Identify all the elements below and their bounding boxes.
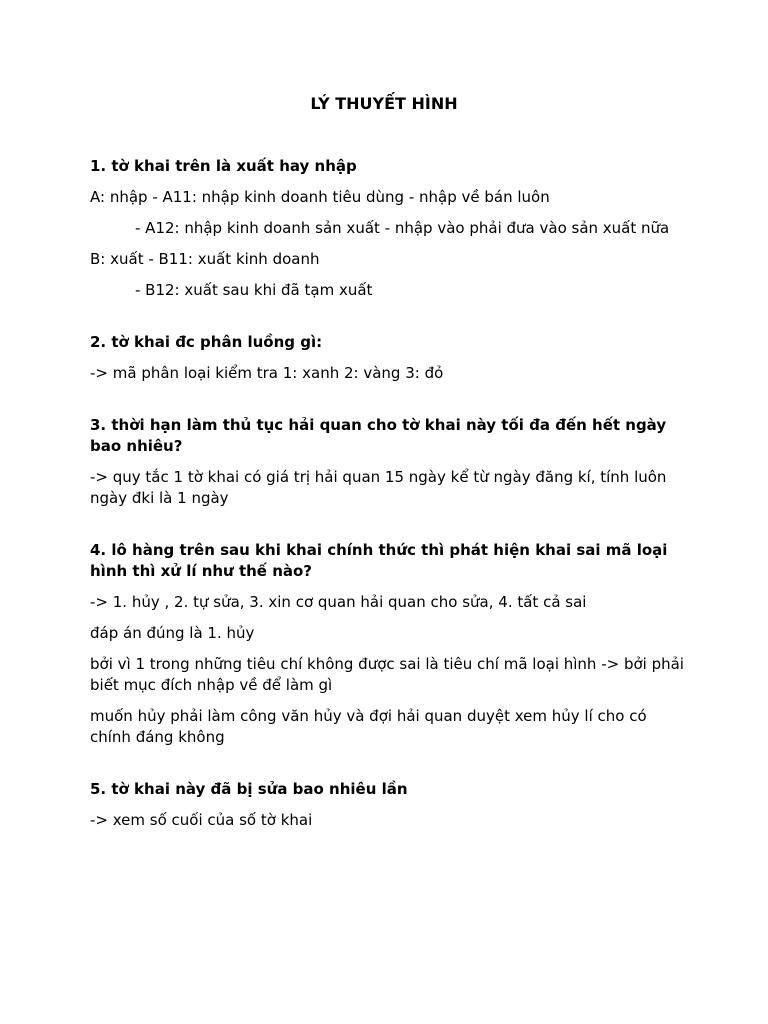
answer-4-line-4: muốn hủy phải làm công văn hủy và đợi hải quan duyệt xem hủy lí cho có chính đáng không — [90, 707, 647, 746]
question-5: 5. tờ khai này đã bị sửa bao nhiêu lần — [90, 780, 408, 798]
question-1: 1. tờ khai trên là xuất hay nhập — [90, 157, 357, 175]
answer-4-line-3: bởi vì 1 trong những tiêu chí không được sai là tiêu chí mã loại hình -> bởi phải biết mục đích nhập về để làm gì — [90, 655, 684, 694]
answer-1-line-1: A: nhập - A11: nhập kinh doanh tiêu dùng - nhập về bán luôn — [90, 188, 550, 206]
document-body — [90, 156, 690, 841]
answer-1-line-4: - B12: xuất sau khi đã tạm xuất — [135, 281, 373, 299]
question-3: 3. thời hạn làm thủ tục hải quan cho tờ khai này tối đa đến hết ngày bao nhiêu? — [90, 416, 667, 455]
answer-4-line-1: -> 1. hủy , 2. tự sửa, 3. xin cơ quan hải quan cho sửa, 4. tất cả sai — [90, 593, 587, 611]
answer-2-line-1: -> mã phân loại kiểm tra 1: xanh 2: vàng 3: đỏ — [90, 364, 444, 382]
answer-5-line-1: -> xem số cuối của số tờ khai — [90, 811, 313, 829]
answer-1-line-3: B: xuất - B11: xuất kinh doanh — [90, 250, 320, 268]
answer-3-line-1: -> quy tắc 1 tờ khai có giá trị hải quan 15 ngày kể từ ngày đăng kí, tính luôn ngày đki là 1 ngày — [90, 468, 667, 507]
question-4: 4. lô hàng trên sau khi khai chính thức thì phát hiện khai sai mã loại hình thì xử lí như thế nào? — [90, 541, 668, 580]
answer-4-line-2: đáp án đúng là 1. hủy — [90, 624, 255, 642]
question-2: 2. tờ khai đc phân luồng gì: — [90, 333, 323, 351]
answer-1-line-2: - A12: nhập kinh doanh sản xuất - nhập vào phải đưa vào sản xuất nữa — [135, 219, 670, 237]
document-title: LÝ THUYẾT HÌNH — [310, 94, 458, 113]
